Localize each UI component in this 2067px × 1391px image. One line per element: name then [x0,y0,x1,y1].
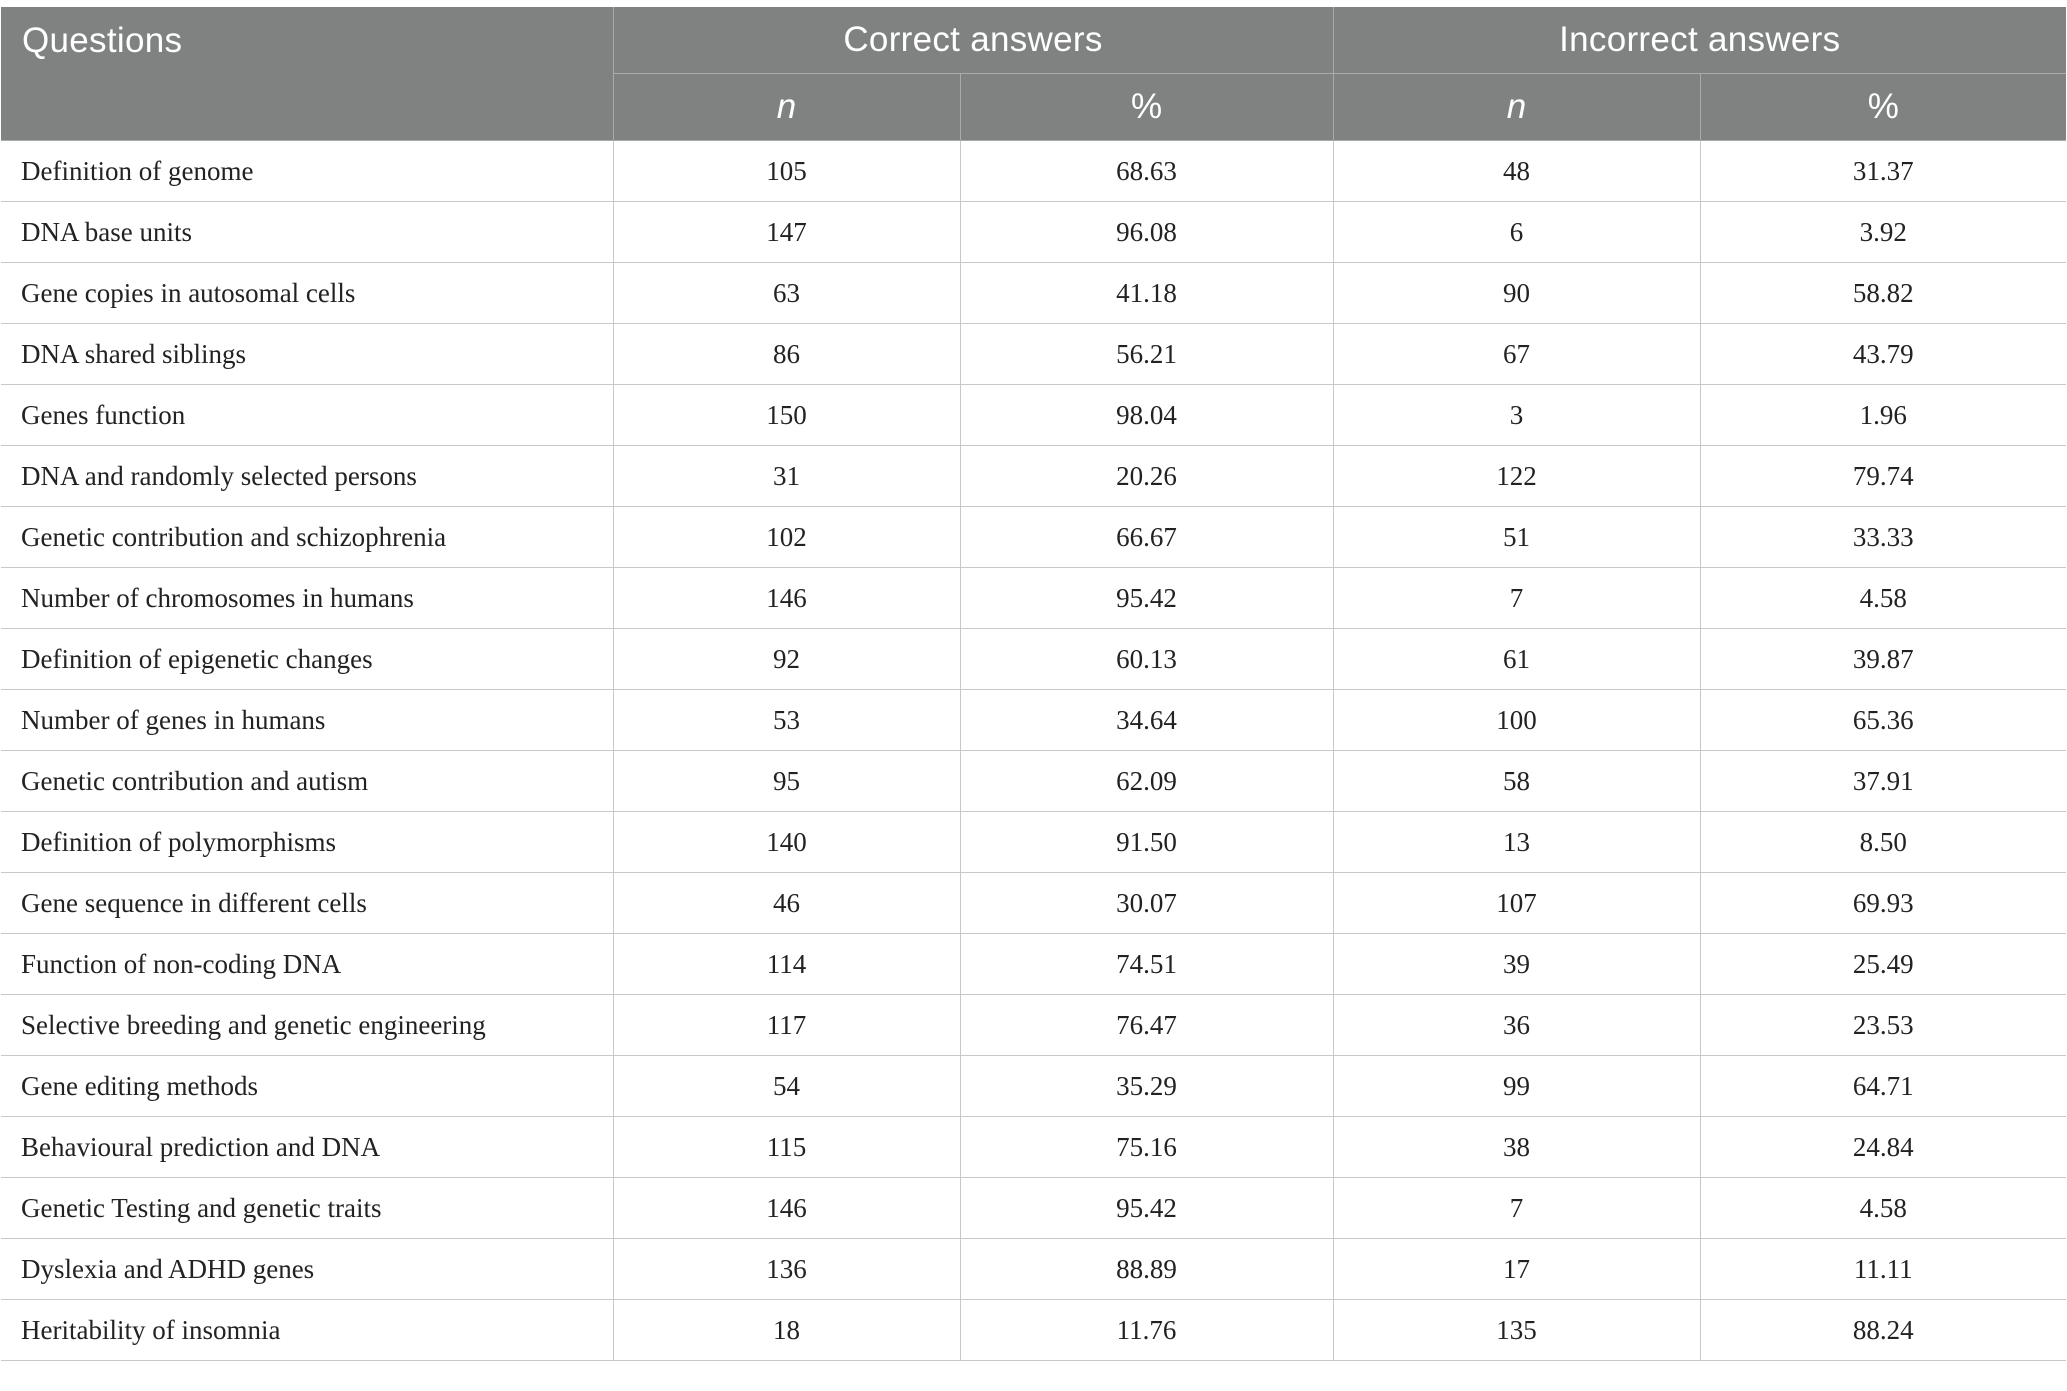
correct-n-cell: 86 [613,324,960,385]
question-cell: Definition of polymorphisms [1,812,613,873]
incorrect-n-cell: 13 [1333,812,1700,873]
question-cell: Genetic Testing and genetic traits [1,1178,613,1239]
correct-answers-header: Correct answers [613,7,1333,74]
table-row [1,690,2066,751]
question-cell: Genetic contribution and autism [1,751,613,812]
correct-n-cell: 54 [613,1056,960,1117]
table-row [1,873,2066,934]
table-header [1,7,2066,141]
correct-pct-cell: 88.89 [960,1239,1333,1300]
incorrect-n-cell: 7 [1333,568,1700,629]
table-row [1,446,2066,507]
incorrect-n-cell: 48 [1333,141,1700,202]
correct-pct-cell: 74.51 [960,934,1333,995]
correct-pct-cell: 95.42 [960,568,1333,629]
incorrect-n-cell: 90 [1333,263,1700,324]
table-row [1,1300,2066,1361]
results-table [1,7,2066,1361]
correct-pct-header: % [960,74,1333,141]
incorrect-pct-cell: 11.11 [1700,1239,2066,1300]
table-row [1,751,2066,812]
correct-n-cell: 140 [613,812,960,873]
correct-pct-cell: 66.67 [960,507,1333,568]
correct-pct-cell: 34.64 [960,690,1333,751]
incorrect-pct-cell: 24.84 [1700,1117,2066,1178]
table-row [1,141,2066,202]
incorrect-pct-cell: 64.71 [1700,1056,2066,1117]
incorrect-pct-cell: 58.82 [1700,263,2066,324]
question-cell: Selective breeding and genetic engineering [1,995,613,1056]
incorrect-pct-cell: 1.96 [1700,385,2066,446]
correct-pct-cell: 56.21 [960,324,1333,385]
table-row [1,385,2066,446]
incorrect-n-cell: 6 [1333,202,1700,263]
correct-pct-cell: 62.09 [960,751,1333,812]
incorrect-n-cell: 135 [1333,1300,1700,1361]
correct-n-cell: 114 [613,934,960,995]
incorrect-pct-cell: 25.49 [1700,934,2066,995]
incorrect-pct-cell: 4.58 [1700,1178,2066,1239]
question-cell: Number of genes in humans [1,690,613,751]
incorrect-n-cell: 107 [1333,873,1700,934]
incorrect-pct-cell: 39.87 [1700,629,2066,690]
question-cell: Behavioural prediction and DNA [1,1117,613,1178]
incorrect-pct-header: % [1700,74,2066,141]
correct-n-cell: 102 [613,507,960,568]
incorrect-n-cell: 122 [1333,446,1700,507]
question-cell: Gene copies in autosomal cells [1,263,613,324]
incorrect-pct-cell: 37.91 [1700,751,2066,812]
question-cell: Function of non-coding DNA [1,934,613,995]
correct-n-cell: 18 [613,1300,960,1361]
incorrect-n-cell: 100 [1333,690,1700,751]
correct-pct-cell: 95.42 [960,1178,1333,1239]
table-row [1,934,2066,995]
table-row [1,812,2066,873]
incorrect-pct-cell: 79.74 [1700,446,2066,507]
incorrect-pct-cell: 4.58 [1700,568,2066,629]
header-row-groups [1,7,2066,74]
table-row [1,263,2066,324]
correct-pct-cell: 98.04 [960,385,1333,446]
incorrect-pct-cell: 31.37 [1700,141,2066,202]
table-row [1,568,2066,629]
correct-n-cell: 117 [613,995,960,1056]
question-cell: Definition of genome [1,141,613,202]
incorrect-pct-cell: 3.92 [1700,202,2066,263]
correct-n-header: n [613,74,960,141]
incorrect-n-cell: 38 [1333,1117,1700,1178]
table-row [1,324,2066,385]
correct-pct-cell: 11.76 [960,1300,1333,1361]
correct-pct-cell: 96.08 [960,202,1333,263]
incorrect-n-cell: 36 [1333,995,1700,1056]
question-cell: Gene editing methods [1,1056,613,1117]
correct-pct-cell: 35.29 [960,1056,1333,1117]
incorrect-pct-cell: 65.36 [1700,690,2066,751]
correct-pct-cell: 20.26 [960,446,1333,507]
correct-pct-cell: 91.50 [960,812,1333,873]
question-cell: Genetic contribution and schizophrenia [1,507,613,568]
question-cell: DNA and randomly selected persons [1,446,613,507]
correct-n-cell: 147 [613,202,960,263]
incorrect-answers-header: Incorrect answers [1333,7,2066,74]
correct-pct-cell: 41.18 [960,263,1333,324]
table-row [1,202,2066,263]
correct-n-cell: 146 [613,568,960,629]
correct-n-cell: 146 [613,1178,960,1239]
incorrect-n-cell: 39 [1333,934,1700,995]
correct-n-cell: 63 [613,263,960,324]
table-row [1,1178,2066,1239]
correct-n-cell: 105 [613,141,960,202]
question-cell: Gene sequence in different cells [1,873,613,934]
incorrect-pct-cell: 23.53 [1700,995,2066,1056]
table-row [1,1239,2066,1300]
correct-n-cell: 31 [613,446,960,507]
question-cell: Genes function [1,385,613,446]
correct-pct-cell: 60.13 [960,629,1333,690]
correct-pct-cell: 75.16 [960,1117,1333,1178]
incorrect-n-header: n [1333,74,1700,141]
incorrect-n-cell: 58 [1333,751,1700,812]
incorrect-pct-cell: 33.33 [1700,507,2066,568]
incorrect-pct-cell: 8.50 [1700,812,2066,873]
question-cell: DNA base units [1,202,613,263]
incorrect-n-cell: 51 [1333,507,1700,568]
incorrect-pct-cell: 69.93 [1700,873,2066,934]
incorrect-n-cell: 61 [1333,629,1700,690]
table-row [1,1056,2066,1117]
table-body [1,141,2066,1361]
correct-n-cell: 150 [613,385,960,446]
correct-n-cell: 136 [613,1239,960,1300]
correct-n-cell: 115 [613,1117,960,1178]
incorrect-pct-cell: 43.79 [1700,324,2066,385]
table-row [1,1117,2066,1178]
table-row [1,507,2066,568]
question-cell: DNA shared siblings [1,324,613,385]
incorrect-n-cell: 99 [1333,1056,1700,1117]
question-cell: Definition of epigenetic changes [1,629,613,690]
incorrect-n-cell: 7 [1333,1178,1700,1239]
correct-pct-cell: 68.63 [960,141,1333,202]
incorrect-pct-cell: 88.24 [1700,1300,2066,1361]
correct-pct-cell: 76.47 [960,995,1333,1056]
correct-n-cell: 92 [613,629,960,690]
table-row [1,629,2066,690]
incorrect-n-cell: 67 [1333,324,1700,385]
correct-pct-cell: 30.07 [960,873,1333,934]
correct-n-cell: 46 [613,873,960,934]
question-cell: Heritability of insomnia [1,1300,613,1361]
incorrect-n-cell: 17 [1333,1239,1700,1300]
correct-n-cell: 95 [613,751,960,812]
incorrect-n-cell: 3 [1333,385,1700,446]
question-cell: Dyslexia and ADHD genes [1,1239,613,1300]
question-cell: Number of chromosomes in humans [1,568,613,629]
questions-column-header: Questions [1,7,613,141]
table-row [1,995,2066,1056]
correct-n-cell: 53 [613,690,960,751]
